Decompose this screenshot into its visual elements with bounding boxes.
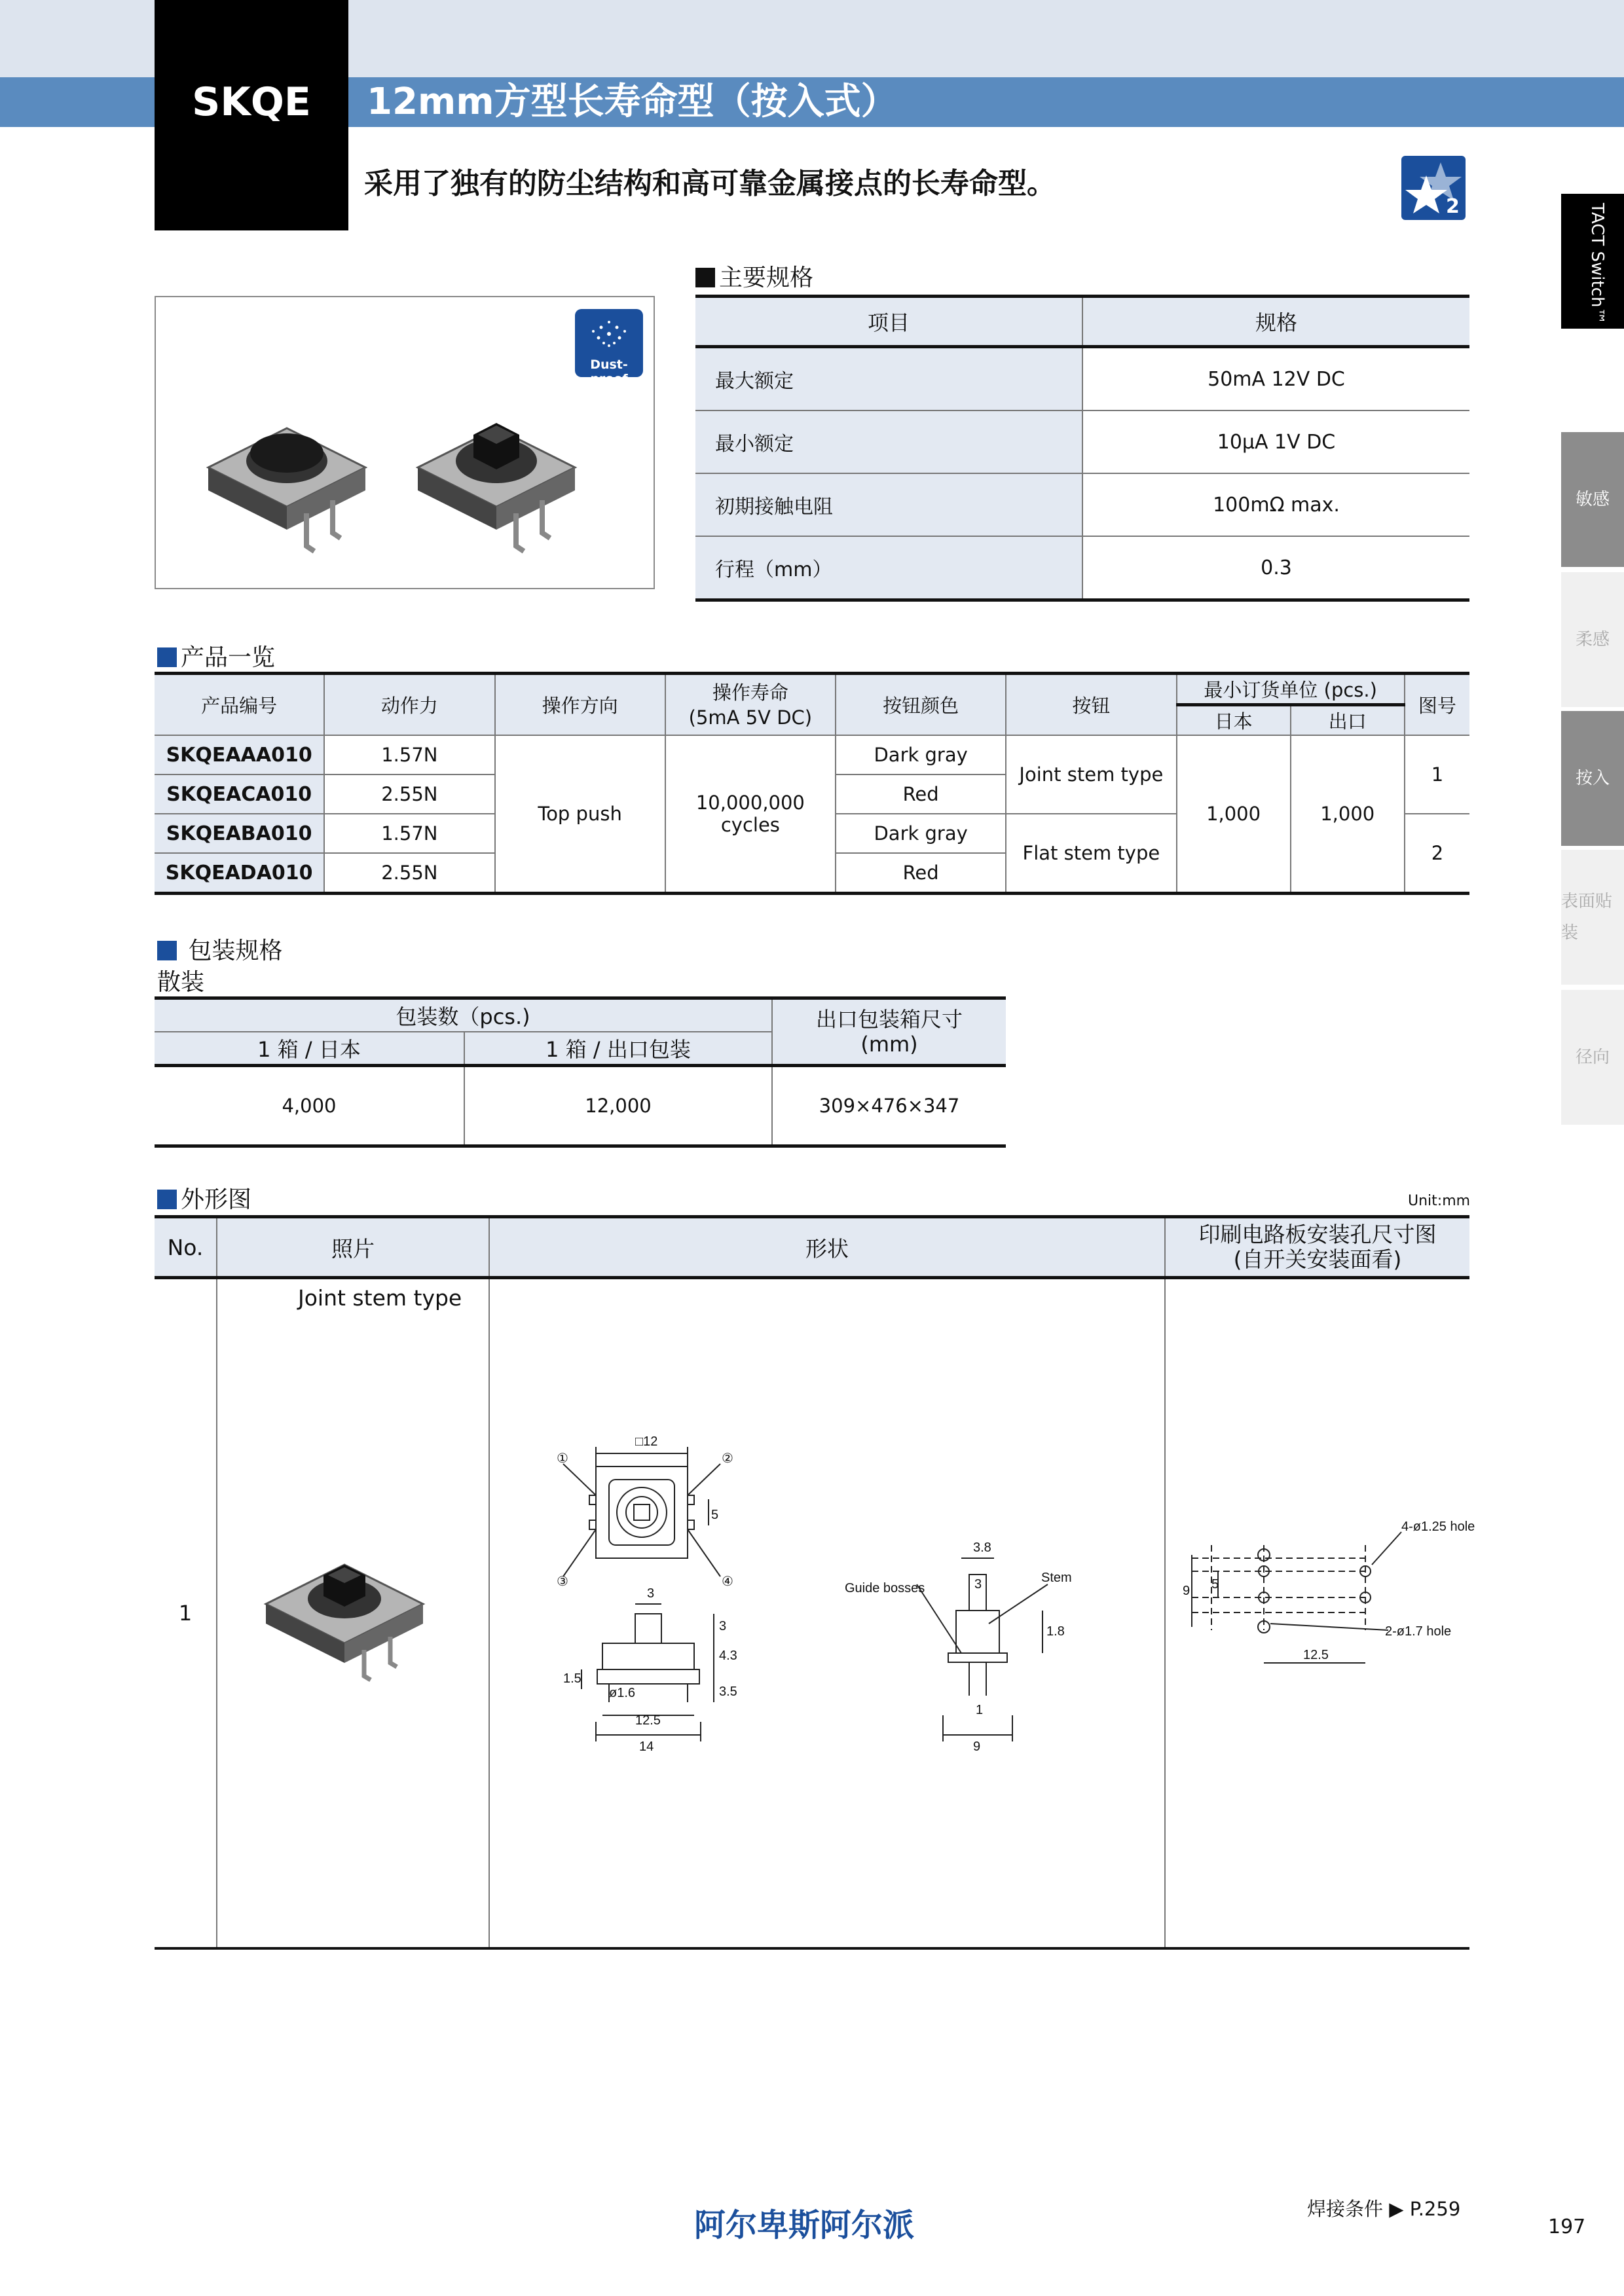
side-tab-5[interactable]: 径向 [1561, 990, 1624, 1125]
outline-table: No. 照片 形状 印刷电路板安装孔尺寸图 (自开关安装面看) 1 Joint stem type [155, 1215, 1469, 1950]
svg-text:②: ② [722, 1451, 733, 1466]
svg-text:5: 5 [1211, 1577, 1219, 1592]
side-tab-4[interactable]: 表面贴装 [1561, 850, 1624, 985]
subtitle: 采用了独有的防尘结构和高可靠金属接点的长寿命型。 [364, 167, 1056, 200]
unit-label: Unit:mm [1408, 1193, 1471, 1209]
svg-text:5: 5 [711, 1508, 719, 1522]
page-number: 197 [1548, 2215, 1586, 2238]
badge-number: 2 [1446, 195, 1460, 218]
svg-text:12.5: 12.5 [1303, 1648, 1329, 1662]
table-row: SKQEACA010 2.55N Red [155, 774, 1469, 814]
svg-text:4.3: 4.3 [719, 1649, 737, 1663]
products-table: 产品编号 动作力 操作方向 操作寿命 (5mA 5V DC) 按钮颜色 按钮 最小订货单位 (pcs.) 图号 日本 出口 SKQEAAA010 1.57N Top push 10,000,000 cycles Dark gray Joint stem type 1,000 1,000 1 SKQEACA010 2.55N Red SKQEABA010 1.57N Dark gray Flat stem type 2 SKQEADA010 2.55N Red [155, 672, 1469, 895]
top-view [563, 1447, 720, 1576]
dust-proof-icon: Dust-proof [575, 309, 643, 377]
svg-text:1.8: 1.8 [1046, 1624, 1065, 1639]
side-label: TACT Switch™ [1587, 203, 1607, 325]
switch-round-button [208, 428, 365, 551]
svg-text:3.8: 3.8 [973, 1540, 991, 1555]
outline-heading: 外形图 [157, 1181, 251, 1214]
side-tab-active[interactable] [1561, 194, 1624, 329]
svg-text:ø1.6: ø1.6 [609, 1686, 636, 1700]
svg-text:2-ø1.7 hole: 2-ø1.7 hole [1385, 1624, 1452, 1639]
technical-drawing [537, 1427, 1506, 1768]
outline-photo [259, 1525, 443, 1683]
table-row: 4,000 12,000 309×476×347 [155, 1066, 1006, 1146]
svg-text:14: 14 [639, 1740, 654, 1754]
svg-text:③: ③ [557, 1575, 568, 1589]
svg-text:①: ① [557, 1451, 568, 1466]
packing-table: 包装数（pcs.) 出口包装箱尺寸 (mm) 1 箱 / 日本 1 箱 / 出口包装 4,000 12,000 309×476×347 [155, 996, 1006, 1148]
svg-text:1: 1 [976, 1703, 984, 1717]
table-row: SKQEABA010 1.57N Dark gray Flat stem type 2 [155, 814, 1469, 853]
specs-heading: 主要规格 [695, 259, 813, 293]
products-heading: 产品一览 [157, 639, 275, 672]
specs-table: 项目 规格 最大额定 50mA 12V DC 最小额定 10μA 1V DC 初期接触电阻 100mΩ max. 行程（mm） 0.3 [695, 295, 1469, 602]
svg-text:④: ④ [722, 1575, 733, 1589]
product-photo [155, 296, 655, 589]
svg-text:□12: □12 [635, 1434, 658, 1449]
side-tab-3[interactable]: 按入 [1561, 711, 1624, 846]
star-badge [1401, 156, 1466, 220]
brand-logo: 阿尔卑斯阿尔派 [694, 2207, 915, 2244]
stem-type-label: Joint stem type [298, 1285, 462, 1311]
svg-text:12.5: 12.5 [635, 1713, 661, 1728]
svg-text:9: 9 [973, 1740, 981, 1754]
model-name: SKQE [192, 79, 311, 125]
svg-text:9: 9 [1183, 1584, 1190, 1598]
pcb-layout [1192, 1532, 1401, 1663]
table-row: 行程（mm） 0.3 [695, 536, 1469, 600]
svg-text:3: 3 [719, 1619, 727, 1633]
svg-text:3: 3 [647, 1586, 655, 1601]
solder-note[interactable]: 焊接条件 ▶ P.259 [1307, 2198, 1461, 2220]
svg-text:3.5: 3.5 [719, 1685, 737, 1699]
table-row: SKQEADA010 2.55N Red [155, 853, 1469, 894]
svg-text:3: 3 [974, 1577, 982, 1592]
side-tab-2[interactable]: 柔感 [1561, 572, 1624, 707]
page-title: 12mm方型长寿命型（按入式） [367, 81, 898, 123]
svg-text:4-ø1.25 hole: 4-ø1.25 hole [1401, 1520, 1475, 1534]
packing-sub: 散装 [157, 969, 205, 996]
svg-text:1.5: 1.5 [563, 1671, 581, 1686]
table-row: 最大额定 50mA 12V DC [695, 347, 1469, 411]
outline-no: 1 [178, 1601, 193, 1626]
svg-text:Guide bosses: Guide bosses [845, 1581, 925, 1595]
svg-text:Stem: Stem [1041, 1571, 1072, 1585]
table-row: SKQEAAA010 1.57N Top push 10,000,000 cycles Dark gray Joint stem type 1,000 1,000 1 [155, 735, 1469, 774]
side-tab-1[interactable]: 敏感 [1561, 432, 1624, 567]
switch-photos [195, 376, 614, 572]
packing-heading: 包装规格 [157, 932, 282, 966]
switch-stem-button [418, 423, 575, 551]
table-row: 最小额定 10μA 1V DC [695, 410, 1469, 473]
table-row: 初期接触电阻 100mΩ max. [695, 473, 1469, 536]
